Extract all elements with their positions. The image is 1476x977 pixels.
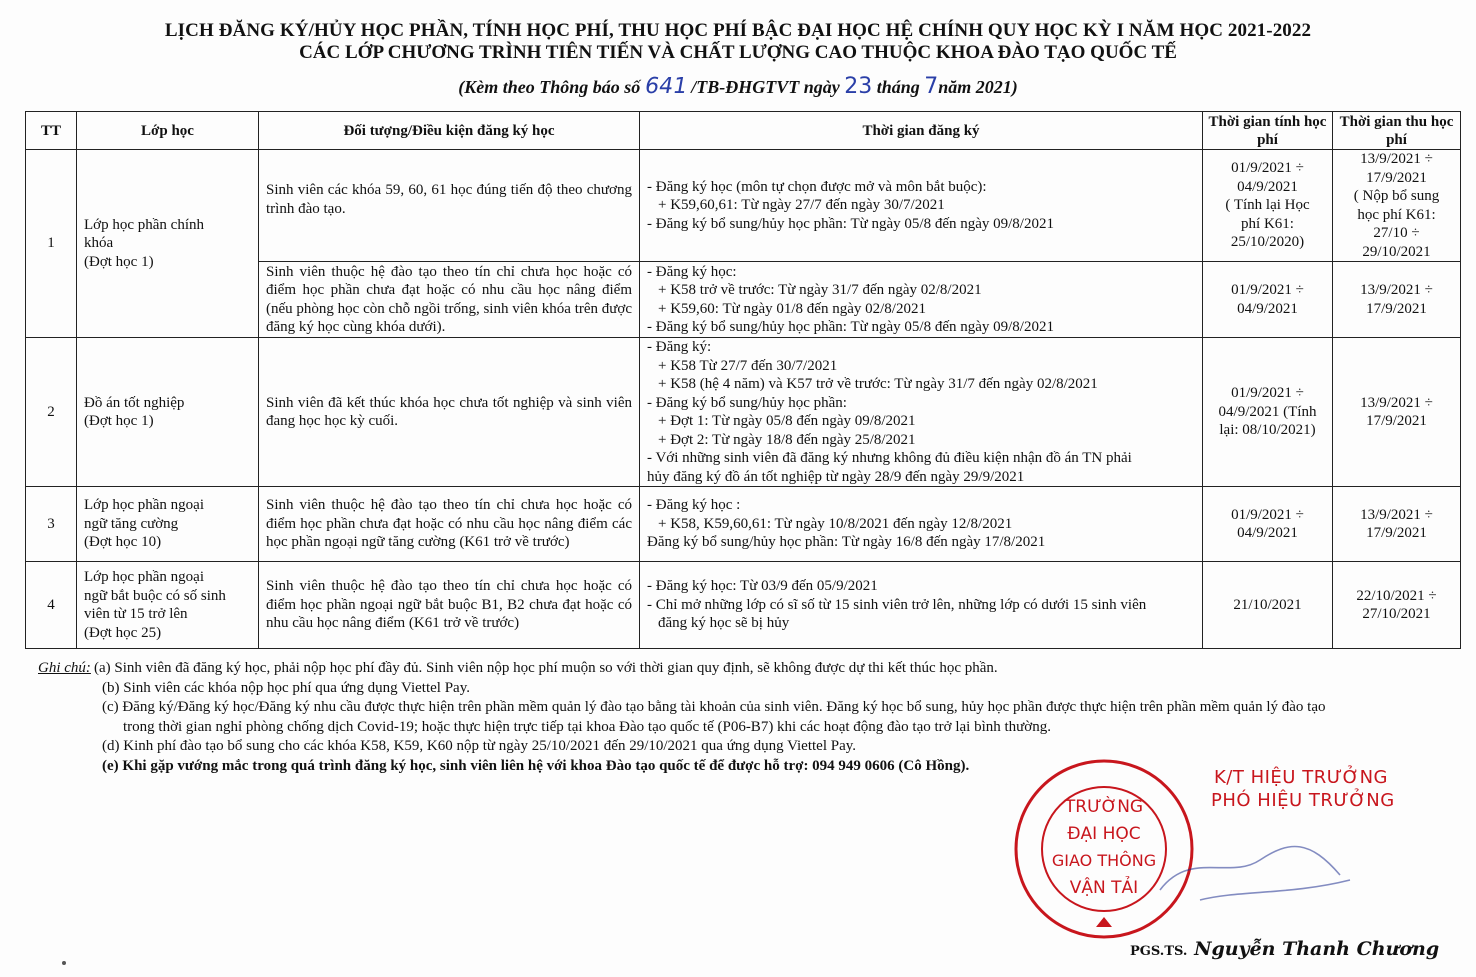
- col-header-target: Đối tượng/Điều kiện đăng ký học: [259, 112, 640, 150]
- row-number: 4: [26, 562, 77, 649]
- fee-line: 27/10 ÷: [1373, 225, 1420, 241]
- col-header-class: Lớp học: [77, 112, 259, 150]
- fee-line: ( Nộp bổ sung: [1353, 188, 1440, 204]
- reg-line: đăng ký học sẽ bị hủy: [658, 615, 790, 632]
- registration-time: [640, 562, 1203, 649]
- fee-line: 13/9/2021 ÷: [1360, 394, 1433, 411]
- reg-line: + K58, K59,60,61: Từ ngày 10/8/2021 đến ngày 12/8/2021: [658, 515, 1013, 532]
- note-c-cont: trong thời gian nghỉ phòng chống dịch Covid-19; hoặc thực hiện trực tiếp tại khoa Đào tạo quốc tế (P06-B7) khi các hoạt động đào tạo trở lại bình thường.: [123, 718, 1051, 735]
- reg-line: - Với những sinh viên đã đăng ký nhưng không đủ điều kiện nhận đồ án TN phải: [647, 450, 1132, 466]
- registration-time: [640, 150, 1203, 262]
- row-number: 3: [26, 487, 77, 562]
- table-row: [26, 562, 1461, 649]
- class-name: [77, 487, 259, 562]
- col-header-fee-calc: Thời gian tính học phí: [1203, 112, 1333, 150]
- class-line: Lớp học phần chính: [84, 216, 204, 233]
- fee-collect-time: [1333, 338, 1461, 487]
- reg-line: - Đăng ký học:: [647, 263, 737, 280]
- fee-line: ( Tính lại Học: [1225, 197, 1310, 214]
- reg-line: - Đăng ký:: [647, 339, 712, 355]
- signature-title-1: K/T HIỆU TRƯỞNG: [1214, 767, 1388, 788]
- fee-line: 17/9/2021: [1366, 413, 1427, 429]
- doc-title-line2: CÁC LỚP CHƯƠNG TRÌNH TIÊN TIẾN VÀ CHẤT LƯỢNG CAO THUỘC KHOA ĐÀO TẠO QUỐC TẾ: [299, 42, 1177, 63]
- class-name: [77, 562, 259, 649]
- reg-line: + K59,60,61: Từ ngày 27/7 đến ngày 30/7/2021: [658, 197, 945, 214]
- fee-line: 13/9/2021 ÷: [1360, 506, 1433, 523]
- class-line: (Đợt học 1): [84, 253, 154, 270]
- note-b: (b) Sinh viên các khóa nộp học phí qua ứng dụng Viettel Pay.: [102, 679, 470, 696]
- row-number: 1: [26, 150, 77, 338]
- fee-line: học phí K61:: [1357, 206, 1436, 223]
- fee-line: 04/9/2021: [1237, 525, 1298, 541]
- reg-line: + K58 Từ 27/7 đến 30/7/2021: [658, 357, 838, 374]
- class-line: (Đợt học 10): [84, 534, 162, 551]
- reg-line: + Đợt 2: Từ ngày 18/8 đến ngày 25/8/2021: [658, 431, 916, 448]
- table-row: [26, 150, 1461, 262]
- fee-collect-time: [1333, 487, 1461, 562]
- class-line: ngữ bắt buộc có số sinh: [84, 587, 226, 604]
- note-e: (e) Khi gặp vướng mắc trong quá trình đăng ký học, sinh viên liên hệ với khoa Đào tạo quốc tế để được hỗ trợ: 094 949 0606 (Cô Hồng).: [102, 757, 970, 774]
- class-line: Đồ án tốt nghiệp: [84, 394, 185, 411]
- reg-line: + K58 trở về trước: Từ ngày 31/7 đến ngày 02/8/2021: [658, 282, 982, 298]
- doc-title-line1: LỊCH ĐĂNG KÝ/HỦY HỌC PHẦN, TÍNH HỌC PHÍ, THU HỌC PHÍ BẬC ĐẠI HỌC HỆ CHÍNH QUY HỌC KỲ I NĂM HỌC 2021-2022: [164, 20, 1312, 41]
- reg-line: Đăng ký bổ sung/hủy học phần: Từ ngày 16/8 đến ngày 17/8/2021: [647, 534, 1046, 551]
- fee-calc-time: [1203, 262, 1333, 338]
- stamp-line-1: TRƯỜNG: [1064, 797, 1144, 817]
- target-text: Sinh viên thuộc hệ đào tạo theo tín chỉ chưa học hoặc có điểm học phần ngoại ngữ bắt buộc B1, B2 chưa đạt hoặc có nhu cầu học nâng điểm (K61 trở về trước): [259, 562, 640, 649]
- reg-line: - Đăng ký bổ sung/hủy học phần: Từ ngày 05/8 đến ngày 09/8/2021: [647, 215, 1054, 232]
- fee-line: 04/9/2021: [1237, 300, 1298, 317]
- signature-title-2: PHÓ HIỆU TRƯỞNG: [1211, 790, 1395, 811]
- ref-month-label: tháng: [876, 77, 920, 97]
- fee-line: 27/10/2021: [1362, 606, 1431, 622]
- target-text: Sinh viên thuộc hệ đào tạo theo tín chỉ chưa học hoặc có điểm học phần chưa đạt hoặc có nhu cầu học nâng điểm (nếu phòng học còn chỗ ngồi trống, sinh viên khóa trên được đăng ký học cùng khóa dưới).: [259, 262, 640, 338]
- table-row: [26, 487, 1461, 562]
- fee-line: 17/9/2021: [1366, 300, 1427, 317]
- fee-line: 25/10/2020): [1230, 234, 1305, 251]
- col-header-fee-collect: Thời gian thu học phí: [1333, 112, 1461, 150]
- star-icon: [1096, 917, 1112, 927]
- class-line: Lớp học phần ngoại: [84, 497, 204, 514]
- col-header-reg-time: Thời gian đăng ký: [640, 112, 1203, 150]
- fee-collect-time: [1333, 562, 1461, 649]
- class-line: Lớp học phần ngoại: [84, 569, 204, 585]
- stamp-line-3: GIAO THÔNG: [1051, 851, 1157, 870]
- reg-line: - Đăng ký bổ sung/hủy học phần:: [647, 394, 847, 411]
- fee-line: 13/9/2021 ÷: [1360, 151, 1433, 167]
- notes-label: Ghi chú:: [38, 660, 91, 676]
- fee-line: lại: 08/10/2021): [1219, 422, 1316, 439]
- target-text: Sinh viên các khóa 59, 60, 61 học đúng tiến độ theo chương trình đào tạo.: [259, 150, 640, 262]
- fee-line: phí K61:: [1241, 215, 1294, 232]
- schedule-table: [25, 111, 1461, 649]
- note-a: [38, 659, 1448, 679]
- fee-calc-time: [1203, 150, 1333, 262]
- registration-time: [640, 262, 1203, 338]
- fee-line: 29/10/2021: [1362, 243, 1431, 260]
- table-row: [26, 338, 1461, 487]
- fee-line: 01/9/2021 ÷: [1231, 282, 1304, 298]
- reg-line: + K59,60: Từ ngày 01/8 đến ngày 02/8/2021: [658, 300, 926, 317]
- fee-line: 01/9/2021 ÷: [1231, 385, 1304, 402]
- notes-section: [38, 659, 1448, 776]
- fee-calc-time: [1203, 338, 1333, 487]
- reg-line: - Đăng ký bổ sung/hủy học phần: Từ ngày 05/8 đến ngày 09/8/2021: [647, 319, 1054, 335]
- ref-year: năm 2021): [938, 77, 1018, 97]
- table-header-row: [26, 112, 1461, 150]
- class-line: (Đợt học 25): [84, 624, 162, 641]
- fee-line: 01/9/2021 ÷: [1231, 506, 1304, 523]
- class-line: viên từ 15 trở lên: [84, 606, 188, 622]
- reg-line: hủy đăng ký đồ án tốt nghiệp từ ngày 28/9 đến ngày 29/9/2021: [647, 468, 1025, 485]
- handwritten-signature: [1140, 820, 1370, 930]
- fee-collect-time: [1333, 262, 1461, 338]
- reg-line: + Đợt 1: Từ ngày 05/8 đến ngày 09/8/2021: [658, 413, 916, 429]
- reg-line: - Đăng ký học: Từ 03/9 đến 05/9/2021: [647, 578, 878, 595]
- reg-line: + K58 (hệ 4 năm) và K57 trở về trước: Từ ngày 31/7 đến ngày 02/8/2021: [658, 376, 1098, 392]
- registration-time: [640, 487, 1203, 562]
- ref-day-handwritten: 23: [844, 74, 873, 99]
- class-line: ngữ tăng cường: [84, 515, 179, 532]
- stamp-line-4: VẬN TẢI: [1069, 878, 1139, 898]
- col-header-tt: TT: [26, 112, 77, 150]
- note-c: (c) Đăng ký/Đăng ký học/Đăng ký nhu cầu được thực hiện trên phần mềm quản lý đào tạo bằng tài khoản của sinh viên. Đăng ký học bổ sung, hủy học phần được thực hiện trên phần mềm quản lý đào tạo: [102, 699, 1326, 715]
- target-text: Sinh viên thuộc hệ đào tạo theo tín chỉ chưa học hoặc có điểm học phần chưa đạt hoặc có nhu cầu học nâng điểm các học phần ngoại ngữ tăng cường (K61 trở về trước): [259, 487, 640, 562]
- fee-line: 01/9/2021 ÷: [1231, 160, 1304, 177]
- reg-line: - Đăng ký học :: [647, 497, 741, 514]
- fee-collect-time: [1333, 150, 1461, 262]
- note-text: (a) Sinh viên đã đăng ký học, phải nộp học phí đầy đủ. Sinh viên nộp học phí muộn so với thời gian quy định, sẽ không được dự thi kết thúc học phần.: [94, 660, 998, 676]
- signer-title: PGS.TS.: [1130, 944, 1188, 959]
- fee-line: 13/9/2021 ÷: [1360, 282, 1433, 298]
- note-d: (d) Kinh phí đào tạo bổ sung cho các khóa K58, K59, K60 nộp từ ngày 25/10/2021 đến 29/10/2021 qua ứng dụng Viettel Pay.: [102, 738, 857, 754]
- fee-calc-time: 21/10/2021: [1203, 562, 1333, 649]
- registration-time: [640, 338, 1203, 487]
- ref-mid: /TB-ĐHGTVT ngày: [691, 77, 840, 97]
- class-name: [77, 338, 259, 487]
- row-number: 2: [26, 338, 77, 487]
- ref-number-handwritten: 641: [642, 74, 689, 99]
- class-line: khóa: [84, 235, 114, 252]
- doc-reference: [0, 74, 1476, 99]
- stamp-line-2: ĐẠI HỌC: [1067, 824, 1141, 844]
- ref-prefix: (Kèm theo Thông báo số: [458, 77, 641, 97]
- scan-speck: [62, 961, 66, 965]
- signer-fullname: Nguyễn Thanh Chương: [1194, 938, 1440, 960]
- fee-line: 17/9/2021: [1366, 169, 1427, 186]
- reg-line: - Đăng ký học (môn tự chọn được mở và môn bắt buộc):: [647, 178, 987, 195]
- reg-line: - Chỉ mở những lớp có sĩ số từ 15 sinh viên trở lên, những lớp có dưới 15 sinh viên: [647, 596, 1147, 613]
- target-text: Sinh viên đã kết thúc khóa học chưa tốt nghiệp và sinh viên đang học học kỳ cuối.: [259, 338, 640, 487]
- fee-line: 04/9/2021 (Tính: [1218, 403, 1317, 420]
- fee-line: 17/9/2021: [1366, 525, 1427, 541]
- class-line: (Đợt học 1): [84, 413, 154, 429]
- signer-name: [1130, 938, 1439, 960]
- fee-line: 04/9/2021: [1237, 178, 1298, 195]
- ref-month-handwritten: 7: [924, 74, 939, 99]
- fee-line: 22/10/2021 ÷: [1356, 587, 1437, 604]
- fee-calc-time: [1203, 487, 1333, 562]
- class-name: [77, 150, 259, 338]
